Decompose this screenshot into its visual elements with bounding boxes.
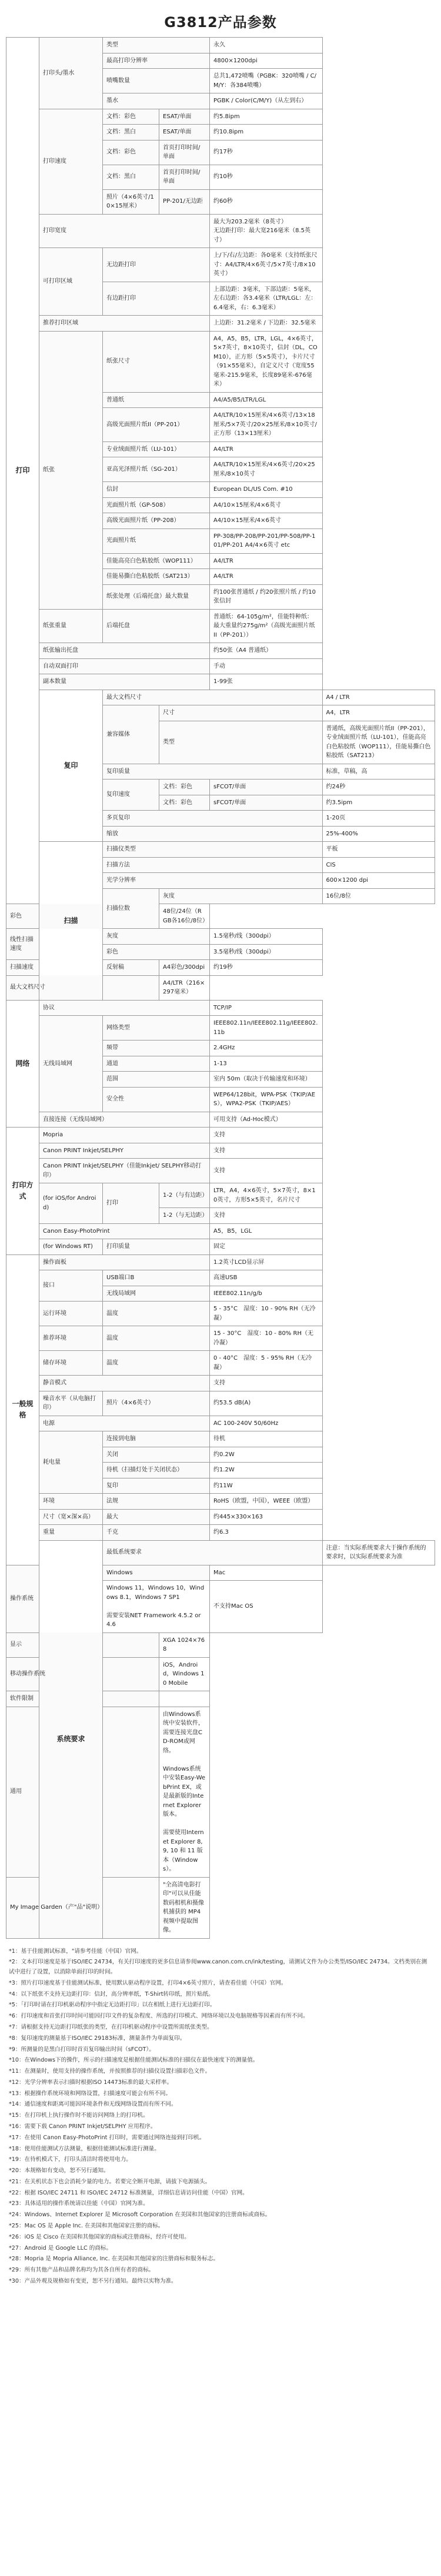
spec-label: 打印宽度 xyxy=(39,214,210,248)
spec-sublabel: 后端托盘 xyxy=(103,609,210,643)
spec-label: 光学分辨率 xyxy=(103,873,323,889)
spec-row xyxy=(6,1525,435,1541)
spec-sublabel: 文档：彩色 xyxy=(103,140,159,165)
footnote: *2：文本打印速度是基于ISO/IEC 24734，有关打印速度的更多信息请参阅www.canon.com.cn/ink/testing，请测试文件为办公类型/ISO/IEC 24734。文档类别在测试中进行了设置，以消除单面打印的时间。 xyxy=(9,1959,427,1976)
spec-label: 缩放 xyxy=(103,826,323,842)
spec-sublabel: 纸张处理（后端托盘）最大数量 xyxy=(103,584,210,609)
spec-value: A5，B5，LGL xyxy=(210,1223,323,1239)
footnote: *24：Windows、Internet Explorer 是 Microsoft Corporation 在美国和其他国家的注册商标或商标。 xyxy=(9,2212,271,2219)
footnote: *3：照片打印速度基于佳能测试标准，使用默认驱动程序设置，打印4×6英寸照片，请查看佳能（中国）官网。 xyxy=(9,1979,287,1986)
category-network: 网络 xyxy=(6,1000,39,1128)
spec-value: 支持 xyxy=(210,1143,323,1159)
category-general: 一般规格 xyxy=(6,1254,39,1565)
spec-value: A4/LTR（216×297毫米） xyxy=(159,975,210,1000)
spec-value: TCP/IP xyxy=(210,1000,323,1016)
spec-value: 16位/8位 xyxy=(322,888,435,904)
spec-value: 约50张（A4 普通纸） xyxy=(210,643,323,659)
footnote: *10：在Windows下的操作，所示的扫描速度是根据佳能测试标准的扫描仪在最快速度下的测量值。 xyxy=(9,2057,259,2064)
spec-sublabel: 打印质量 xyxy=(103,1239,210,1255)
spec-value: 约10.8ipm xyxy=(210,125,323,140)
spec-row xyxy=(6,1351,435,1376)
spec-sublabel: 佳能易撕白色粘胶纸（SAT213） xyxy=(103,569,210,585)
spec-sublabel: 范围 xyxy=(103,1072,210,1088)
spec-sublabel: 打印 xyxy=(103,1183,159,1224)
spec-value: 普通纸，高级光面照片纸II（PP-201），专业绒面照片纸（LU-101），佳能高亮白色粘胶纸（WOP111），佳能易撕白色粘胶纸（SAT213） xyxy=(322,721,435,764)
spec-label: 纸张重量 xyxy=(39,609,103,643)
footnote: *22：根据 ISO/IEC 24711 和 ISO/IEC 24712 标准测量，详细信息请访问佳能（中国）官网。 xyxy=(9,2189,248,2196)
footnote: *17：在使用 Canon Easy-PhotoPrint 打印时，需要通过网络连接到打印机。 xyxy=(9,2134,205,2141)
spec-row xyxy=(6,109,435,125)
spec-row xyxy=(6,1239,435,1255)
footnote: *11：在测量时，使用支持的操作系统，并按照推荐的扫描仪设置扫描彩色文件。 xyxy=(9,2068,211,2075)
spec-sublabel: 待机（扫描灯处于关闭状态） xyxy=(103,1463,210,1478)
spec-label: 软件限制 xyxy=(6,1691,159,1707)
spec-value: A4/LTR/10×15厘米/4×6英寸/20×25厘米/8×10英寸 xyxy=(210,457,323,482)
spec-sublabel: 灰度 xyxy=(159,888,323,904)
spec-sublabel: 信封 xyxy=(103,482,210,498)
spec-label: 推荐环境 xyxy=(39,1326,103,1351)
spec-value: A4/LTR/10×15厘米/4×6英寸/13×18厘米/5×7英寸/20×25厘米/8×10英寸/正方形（13×13厘米） xyxy=(210,408,323,442)
footnote: *4：以下纸张不支持无边距打印：信封，高分辨率纸，T-Shirt转印纸，照片贴纸。 xyxy=(9,1990,214,1998)
spec-value: A4/LTR xyxy=(210,441,323,457)
spec-row xyxy=(6,1016,435,1041)
spec-label: 移动操作系统 xyxy=(6,1657,159,1691)
spec-sublabel: ESAT/单面 xyxy=(159,125,210,140)
spec-value: A4 / LTR xyxy=(322,690,435,705)
spec-label: 储存环境 xyxy=(39,1351,103,1376)
spec-sublabel: PP-201/无边距 xyxy=(159,189,210,214)
category-system: 系统要求 xyxy=(39,1540,103,1938)
spec-sublabel: 温度 xyxy=(103,1326,210,1351)
spec-label: 操作系统 xyxy=(6,1565,39,1632)
footnote: *20：本规格如有变动，恕不另行通知。 xyxy=(9,2167,109,2174)
spec-label: 扫描位数 xyxy=(103,888,159,929)
footnote: *25：Mac OS 是 Apple Inc. 在美国和其他国家注册的商标。 xyxy=(9,2223,164,2230)
spec-sublabel: 连接到电脑 xyxy=(103,1431,210,1447)
spec-sublabel: A4彩色/300dpi xyxy=(159,960,210,976)
spec-label: 纸张 xyxy=(39,331,103,609)
spec-label: 推荐打印区域 xyxy=(39,316,210,332)
spec-label: 打印速度 xyxy=(39,109,103,214)
spec-value: European DL/US Com. #10 xyxy=(210,482,323,498)
spec-value: 支持 xyxy=(210,1376,323,1391)
spec-sublabel: 照片（4×6英寸） xyxy=(103,1391,210,1416)
category-copy: 复印 xyxy=(39,690,103,842)
spec-value: 1-13 xyxy=(210,1056,323,1072)
spec-label: 自动双面打印 xyxy=(39,658,210,674)
spec-value: PP-308/PP-208/PP-201/PP-508/PP-101/PP-201 A4/4×6英寸 etc xyxy=(210,528,323,553)
spec-label: 尺寸（宽×深×高） xyxy=(39,1509,103,1525)
spec-sublabel: 文档：彩色 xyxy=(159,780,210,795)
spec-value: 约24秒 xyxy=(322,780,435,795)
spec-label: 最低系统要求 xyxy=(103,1540,323,1565)
spec-label: 副本数量 xyxy=(39,674,210,690)
spec-sublabel: 尺寸 xyxy=(159,705,323,721)
spec-value: 室内 50m（取决于传输速度和环境） xyxy=(210,1072,323,1088)
footnote: *23：具体适用的操作系统请以佳能（中国）官网为准。 xyxy=(9,2200,149,2207)
spec-value: 约17秒 xyxy=(210,140,323,165)
spec-value: 总共1,472喷嘴（PGBK：320喷嘴 / C/M/Y：各384喷嘴） xyxy=(210,69,323,93)
spec-sublabel: 普通纸 xyxy=(103,392,210,408)
spec-row xyxy=(6,1691,435,1707)
spec-label: Canon PRINT Inkjet/SELPHY（佳能Inkjet/ SELPHY移动打印） xyxy=(39,1159,210,1183)
spec-value: 注意：当实际系统要求大于操作系统的要求时，以实际系统要求为准 xyxy=(322,1540,435,1565)
spec-row xyxy=(6,1431,435,1447)
spec-label: 扫描速度 xyxy=(6,960,39,976)
os-windows-label: Windows xyxy=(103,1565,210,1581)
spec-sublabel: 最大 xyxy=(103,1509,210,1525)
spec-sublabel: 法规 xyxy=(103,1494,210,1510)
spec-value: 标准，草稿，高 xyxy=(322,764,435,780)
footnote: *13：根据操作系统环境和网络设置，扫描速度可能会有所不同。 xyxy=(9,2090,172,2097)
spec-label: 显示 xyxy=(6,1632,159,1657)
spec-value: 固定 xyxy=(210,1239,323,1255)
spec-row xyxy=(6,1391,435,1416)
footnote: *26：iOS 是 Cisco 在美国和其他国家的商标或注册商标，经许可使用。 xyxy=(9,2233,190,2240)
spec-value: 由Windows系统中安装软件，需要连接光盘CD-ROM或网络。 Windows系统中安装Easy-WebPrint EX，或是最新版的Internet Explorer 版本。 需要使用Internet Explorer 8, 9, 10 和 11 版本（Windows）。 xyxy=(159,1707,210,1877)
spec-value: 1.5毫秒/线（300dpi） xyxy=(210,929,323,945)
spec-sublabel: 网络类型 xyxy=(103,1016,210,1041)
footnote: *7：请根据支持无边距打印纸张的类型，在打印机驱动程序中设置所需纸张类型。 xyxy=(9,2023,213,2030)
footnote: *14：通信速度和距离可能因环境条件和无线网络设置而有所不同。 xyxy=(9,2101,177,2108)
spec-value: 手动 xyxy=(210,658,323,674)
spec-row xyxy=(6,609,435,643)
spec-sublabel: 首页打印时间/单面 xyxy=(159,140,210,165)
spec-label: 扫描仪类型 xyxy=(103,842,323,858)
spec-row xyxy=(6,1302,435,1326)
spec-sublabel: 光面照片纸（GP-508） xyxy=(103,497,210,513)
spec-value: 约0.2W xyxy=(210,1447,323,1463)
spec-label: 最大文档尺寸 xyxy=(6,975,159,1000)
spec-label: Mopria xyxy=(39,1128,210,1143)
spec-value: WEP64/128bit，WPA-PSK（TKIP/AES），WPA2-PSK（TKIP/AES） xyxy=(210,1087,323,1112)
spec-value: AC 100-240V 50/60Hz xyxy=(210,1416,323,1431)
footnote: *9：所测量的是黑白打印时首页复印输出时间（sFCOT）。 xyxy=(9,2046,155,2053)
spec-label: (for Windows RT) xyxy=(39,1239,103,1255)
spec-sublabel: 文档：黑白 xyxy=(103,165,159,189)
spec-value: 2.4GHz xyxy=(210,1041,323,1056)
spec-row xyxy=(6,1270,435,1286)
spec-row xyxy=(6,1112,435,1128)
spec-sublabel: 喷嘴数量 xyxy=(103,69,210,93)
spec-row xyxy=(6,214,435,248)
category-direct-print: 打印方式 xyxy=(6,1128,39,1255)
spec-table xyxy=(6,37,435,1939)
spec-label: 接口 xyxy=(39,1270,103,1302)
spec-value: 支持 xyxy=(210,1208,323,1224)
spec-sublabel: 专业绒面照片纸（LU-101） xyxy=(103,441,210,457)
spec-sublabel: 无线局域网 xyxy=(103,1286,210,1302)
spec-label: 静音模式 xyxy=(39,1376,210,1391)
spec-label: 运行环境 xyxy=(39,1302,103,1326)
spec-sublabel: 千克 xyxy=(103,1525,210,1541)
spec-value: 约3.5ipm xyxy=(322,795,435,811)
spec-value: RoHS（欧盟，中国），WEEE（欧盟） xyxy=(210,1494,323,1510)
spec-sublabel: 最高打印分辨率 xyxy=(103,53,210,69)
spec-sublabel: 彩色 xyxy=(103,944,210,960)
os-mac-list: 不支持Mac OS xyxy=(210,1581,323,1633)
spec-sublabel: 照片（4×6英寸/10×15厘米） xyxy=(103,189,159,214)
spec-row xyxy=(6,1128,435,1143)
spec-sublabel: 1-2（与有边距） xyxy=(159,1183,210,1208)
footnote: *8：复印速度的测量基于ISO/IEC 29183标准，测量条件为单面复印。 xyxy=(9,2035,186,2042)
spec-label: 电源 xyxy=(39,1416,210,1431)
spec-label: 噪音水平（从电脑打印） xyxy=(39,1391,103,1416)
spec-value: 48位/24位（RGB各16位/8位） xyxy=(159,904,210,929)
spec-row xyxy=(6,690,435,705)
spec-row xyxy=(6,1159,435,1183)
spec-sublabel: 1-2（与无边距） xyxy=(159,1208,210,1224)
spec-row xyxy=(6,1540,435,1565)
spec-value: 约53.5 dB(A) xyxy=(210,1391,323,1416)
spec-value: A4，LTR xyxy=(322,705,435,721)
spec-value: 支持 xyxy=(210,1159,323,1183)
spec-label: 协议 xyxy=(39,1000,210,1016)
spec-row xyxy=(6,1376,435,1391)
footnote: *15：在打印机上执行操作时不能访问网络上的打印机。 xyxy=(9,2112,149,2119)
spec-row xyxy=(6,1632,435,1657)
spec-value: 3.5毫秒/线（300dpi） xyxy=(210,944,323,960)
spec-row xyxy=(6,1000,435,1016)
spec-label: 兼容媒体 xyxy=(103,705,159,764)
os-mac-label: Mac xyxy=(210,1565,323,1581)
spec-row xyxy=(6,316,435,332)
footnote: *30：产品外观及规格如有变更，恕不另行通知。最终以实物为准。 xyxy=(9,2277,177,2284)
spec-sublabel: 彩色 xyxy=(6,904,103,929)
spec-value: 约11W xyxy=(210,1478,323,1494)
spec-sublabel: 佳能高亮白色粘胶纸（WOP111） xyxy=(103,553,210,569)
spec-value: 待机 xyxy=(210,1431,323,1447)
spec-sublabel: 首页打印时间/单面 xyxy=(159,165,210,189)
spec-value: "全高清电影打印"可以从佳能数码相机和摄像机捕获的 MP4 视频中提取图像。 xyxy=(159,1877,210,1938)
spec-label: 操作面板 xyxy=(39,1254,210,1270)
spec-row xyxy=(6,1657,435,1691)
spec-sublabel: 高级光面照片纸（PP-208） xyxy=(103,513,210,529)
spec-value: 约6.3 xyxy=(210,1525,323,1541)
spec-label: 可打印区域 xyxy=(39,248,103,316)
spec-sublabel: sFCOT/单面 xyxy=(210,780,323,795)
spec-value: 高速USB xyxy=(210,1270,323,1286)
spec-sublabel: 关闭 xyxy=(103,1447,210,1463)
spec-value: 永久 xyxy=(210,38,323,53)
spec-value xyxy=(159,1691,210,1707)
spec-row xyxy=(6,1877,435,1938)
spec-value: 600×1200 dpi xyxy=(322,873,435,889)
spec-value: IEEE802.11n/g/b xyxy=(210,1286,323,1302)
spec-row xyxy=(6,643,435,659)
spec-row xyxy=(6,975,435,1000)
spec-value: 1-99张 xyxy=(210,674,323,690)
spec-row xyxy=(6,1223,435,1239)
footnote: *29：所有其他产品和品牌名称均为其各自所有者的商标。 xyxy=(9,2267,155,2274)
spec-sublabel: 文档：彩色 xyxy=(159,795,210,811)
spec-label: My Image Garden（产"品"说明） xyxy=(6,1877,159,1938)
spec-value: 约1.2W xyxy=(210,1463,323,1478)
spec-value: 上部边距：3毫米，下部边距：5毫米，左右边距：各3.4毫米（LTR/LGL：左：6.4毫米，右：6.3毫米） xyxy=(210,282,323,316)
spec-sublabel: 有边距打印 xyxy=(103,282,210,316)
spec-row xyxy=(6,1509,435,1525)
spec-value: 1-20页 xyxy=(322,811,435,827)
page-title: G3812产品参数 xyxy=(164,14,277,31)
spec-label: 重量 xyxy=(39,1525,103,1541)
spec-sublabel: 类型 xyxy=(103,38,210,53)
spec-value: A4/A5/B5/LTR/LGL xyxy=(210,392,323,408)
footnote: *21：在关机状态下也会消耗少量的电力。若要完全断开电源，请拔下电源插头。 xyxy=(9,2178,211,2185)
os-windows-list: Windows 11，Windows 10，Windows 8.1，Windows 7 SP1 需要安装NET Framework 4.5.2 or 4.6 xyxy=(103,1581,210,1633)
spec-row xyxy=(6,1254,435,1270)
spec-row xyxy=(6,1183,435,1208)
spec-value: 平板 xyxy=(322,842,435,858)
spec-value: iOS，Android，Windows 10 Mobile xyxy=(159,1657,210,1691)
spec-value: 约445×330×163 xyxy=(210,1509,323,1525)
spec-row xyxy=(6,1494,435,1510)
spec-row xyxy=(6,658,435,674)
category-scan: 扫描 xyxy=(39,842,103,1001)
footnote: *1：基于佳能测试标准，"请参考佳能（中国）官网。 xyxy=(9,1948,142,1955)
spec-sublabel: 类型 xyxy=(159,721,323,764)
spec-label: Canon Easy-PhotoPrint xyxy=(39,1223,210,1239)
spec-row xyxy=(6,1707,435,1877)
spec-value: A4/10×15厘米/4×6英寸 xyxy=(210,513,323,529)
footnote: *27：Android 是 Google LLC 的商标。 xyxy=(9,2244,112,2252)
spec-value: 约100张普通纸 / 约20张照片纸 / 约10张信封 xyxy=(210,584,323,609)
spec-row xyxy=(6,1326,435,1351)
spec-label: 复印质量 xyxy=(103,764,323,780)
spec-value: 上边距：31.2毫米 / 下边距：32.5毫米 xyxy=(210,316,323,332)
spec-label: 线性扫描速度 xyxy=(6,929,39,960)
spec-sublabel: 文档：彩色 xyxy=(103,109,159,125)
spec-value: 最大为203.2毫米（8英寸） 无边距打印：最大宽216毫米（8.5英寸） xyxy=(210,214,323,248)
spec-value: 支持 xyxy=(210,1128,323,1143)
spec-value: 约5.8ipm xyxy=(210,109,323,125)
spec-value: 4800×1200dpi xyxy=(210,53,323,69)
spec-sublabel: sFCOT/单面 xyxy=(210,795,323,811)
spec-value: 1.2英寸LCD显示屏 xyxy=(210,1254,323,1270)
spec-sublabel: 高级光面照片纸II（PP-201） xyxy=(103,408,210,442)
spec-sublabel: 安全性 xyxy=(103,1087,210,1112)
spec-label: 无线局域网 xyxy=(39,1016,103,1112)
spec-value: 普通纸：64-105g/m²，佳能特种纸：最大重量约275g/m²（高级光面照片纸 II（PP-201）） xyxy=(210,609,323,643)
footnotes xyxy=(9,1947,432,2287)
spec-sublabel: 光面照片纸 xyxy=(103,528,210,553)
spec-label: 复印速度 xyxy=(103,780,159,811)
spec-value: 25%-400% xyxy=(322,826,435,842)
spec-sublabel: 灰度 xyxy=(103,929,210,945)
spec-label: 纸张输出托盘 xyxy=(39,643,210,659)
footnote: *28：Mopria 是 Mopria Alliance, Inc. 在美国和其他国家的注册商标和服务标志。 xyxy=(9,2256,219,2263)
spec-sublabel: 温度 xyxy=(103,1351,210,1376)
spec-value: 上/下/右/左边距：各0毫米（支持纸张尺寸：A4/LTR/4×6英寸/5×7英寸/8×10英寸） xyxy=(210,248,323,282)
spec-label: 直接连接（无线局域网） xyxy=(39,1112,210,1128)
spec-label: (for iOS/for Android) xyxy=(39,1183,103,1224)
spec-value: 约60秒 xyxy=(210,189,323,214)
spec-row xyxy=(6,1143,435,1159)
spec-value: CIS xyxy=(322,857,435,873)
spec-sublabel: ESAT/单面 xyxy=(159,109,210,125)
spec-value: A4/LTR xyxy=(210,569,323,585)
spec-value: A4，A5，B5，LTR，LGL，4×6英寸，5×7英寸，8×10英寸，信封（DL，COM10），正方形（5×5英寸），卡片尺寸（91×55毫米），自定义尺寸（宽度55毫米-215.9毫米，长度89毫米-676毫米） xyxy=(210,331,323,392)
spec-sublabel: 文档：黑白 xyxy=(103,125,159,140)
spec-sublabel: 纸张尺寸 xyxy=(103,331,210,392)
spec-label: Canon PRINT Inkjet/SELPHY xyxy=(39,1143,210,1159)
spec-sublabel: 温度 xyxy=(103,1302,210,1326)
spec-sublabel: 反射稿 xyxy=(103,960,159,976)
spec-row xyxy=(6,1416,435,1431)
spec-value: 15 - 30°C 湿度：10 - 80% RH（无冷凝） xyxy=(210,1326,323,1351)
footnote: *12：光学分辨率表示扫描时根据ISO 14473标准的最大采样率。 xyxy=(9,2079,173,2086)
spec-sublabel: 复印 xyxy=(103,1478,210,1494)
spec-label: 最大文档尺寸 xyxy=(103,690,323,705)
spec-value: IEEE802.11n/IEEE802.11g/IEEE802.11b xyxy=(210,1016,323,1041)
footnote: *18：使用佳能测试方法测量，根据佳能测试标准进行测量。 xyxy=(9,2145,160,2152)
category-print: 打印 xyxy=(6,38,39,904)
spec-row xyxy=(6,674,435,690)
spec-sublabel: 墨水 xyxy=(103,93,210,109)
spec-value: LTR，A4，4×6英寸，5×7英寸，8×10英寸，方形5×5英寸，名片尺寸 xyxy=(210,1183,323,1208)
spec-value: 约10秒 xyxy=(210,165,323,189)
spec-row xyxy=(6,248,435,282)
footnote: *16：需要下载 Canon PRINT Inkjet/SELPHY 应用程序。 xyxy=(9,2123,156,2130)
spec-value: PGBK / Color(C/M/Y)（从左到右） xyxy=(210,93,323,109)
spec-label: 打印头/墨水 xyxy=(39,38,103,109)
footnote: *6：打印速度和首张打印时间可能因打印文件的复杂程度、所选的打印模式、网络环境以及电脑规格等因素而有所不同。 xyxy=(9,2013,309,2020)
spec-row xyxy=(6,38,435,53)
spec-value: 0 - 40°C 湿度：5 - 95% RH（无冷凝） xyxy=(210,1351,323,1376)
spec-value: 可用支持（Ad-Hoc模式） xyxy=(210,1112,323,1128)
spec-sublabel: 无边距打印 xyxy=(103,248,210,282)
spec-value: 约19秒 xyxy=(210,960,323,976)
spec-sublabel: USB端口B xyxy=(103,1270,210,1286)
spec-row xyxy=(6,331,435,392)
spec-label: 环境 xyxy=(39,1494,103,1510)
spec-label: 通用 xyxy=(6,1707,159,1877)
spec-value: XGA 1024×768 xyxy=(159,1632,210,1657)
spec-label: 耗电量 xyxy=(39,1431,103,1494)
spec-value: A4/10×15厘米/4×6英寸 xyxy=(210,497,323,513)
spec-sublabel: 频带 xyxy=(103,1041,210,1056)
spec-sublabel: 亚高光泽照片纸（SG-201） xyxy=(103,457,210,482)
spec-label: 多页复印 xyxy=(103,811,323,827)
spec-value: A4/LTR xyxy=(210,553,323,569)
spec-value: 5 - 35°C 湿度：10 - 90% RH（无冷凝） xyxy=(210,1302,323,1326)
footnote: *5：「打印时请在打印机驱动程序中指定无边距打印」以在相纸上进行无边距打印。 xyxy=(9,2002,216,2009)
spec-sublabel: 通道 xyxy=(103,1056,210,1072)
spec-row xyxy=(6,842,435,858)
spec-label: 扫描方法 xyxy=(103,857,323,873)
footnote: *19：在待机模式下，打印头清洁时将使用电力。 xyxy=(9,2156,132,2163)
